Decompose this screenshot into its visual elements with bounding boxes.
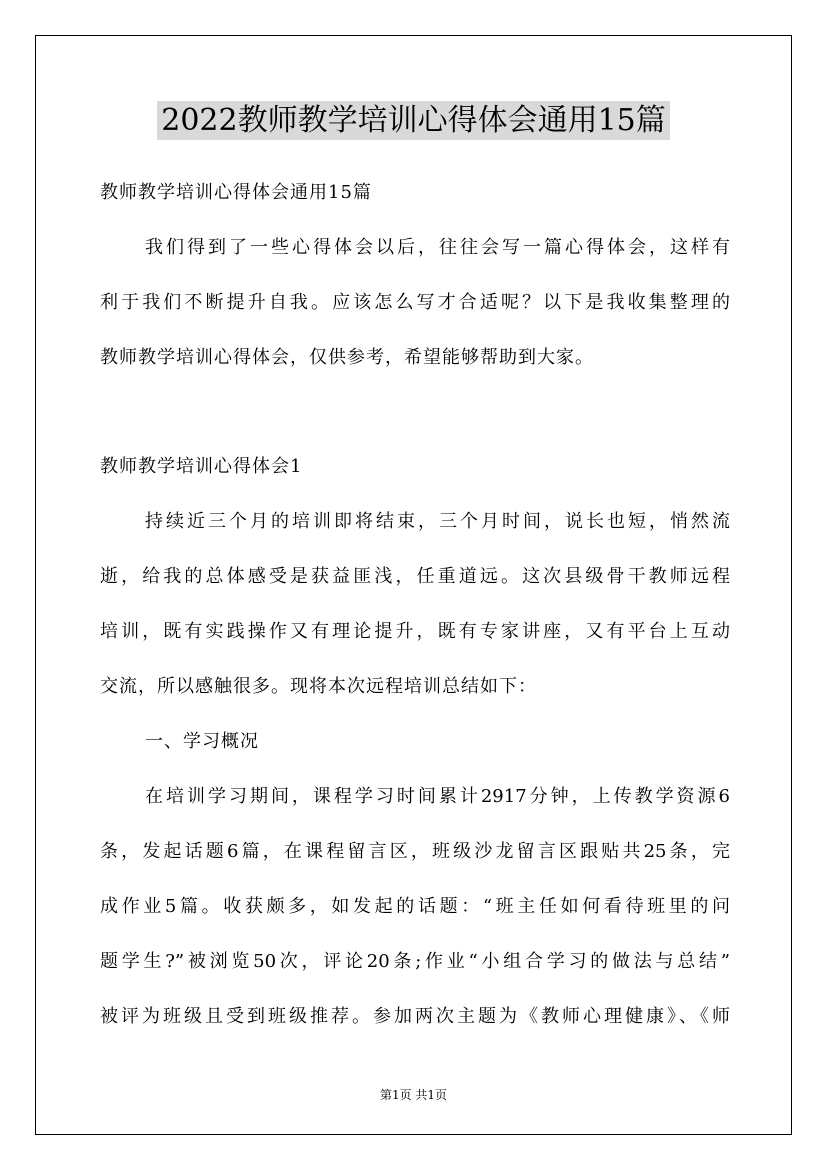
intro-line: 教师教学培训心得体会，仅供参考，希望能够帮助到大家。 <box>100 347 594 368</box>
paragraph-line: 成作业5篇。收获颇多，如发起的话题：“班主任如何看待班里的问 <box>100 896 730 917</box>
paragraph-line: 条，发起话题6篇，在课程留言区，班级沙龙留言区跟贴共25条，完 <box>100 841 730 862</box>
subheading: 一、学习概况 <box>145 731 259 752</box>
intro-line: 我们得到了一些心得体会以后，往往会写一篇心得体会，这样有 <box>145 237 730 258</box>
document-title: 2022教师教学培训心得体会通用15篇 <box>0 100 827 142</box>
paragraph-line: 培训，既有实践操作又有理论提升，既有专家讲座，又有平台上互动 <box>100 621 730 642</box>
document-subtitle: 教师教学培训心得体会通用15篇 <box>100 182 372 203</box>
page-number: 第1页 共1页 <box>379 1088 448 1102</box>
paragraph-line: 持续近三个月的培训即将结束，三个月时间，说长也短，悄然流 <box>145 511 730 532</box>
paragraph-line: 交流，所以感触很多。现将本次远程培训总结如下： <box>100 676 537 697</box>
paragraph-line: 被评为班级且受到班级推荐。参加两次主题为《教师心理健康》、《师 <box>100 1006 730 1027</box>
section-heading: 教师教学培训心得体会1 <box>100 456 303 477</box>
intro-line: 利于我们不断提升自我。应该怎么写才合适呢？以下是我收集整理的 <box>100 292 730 313</box>
paragraph-line: 题学生?”被浏览50次，评论20条;作业“小组合学习的做法与总结” <box>100 951 730 972</box>
paragraph-line: 在培训学习期间，课程学习时间累计2917分钟，上传教学资源6 <box>145 786 730 807</box>
paragraph-line: 逝，给我的总体感受是获益匪浅，任重道远。这次县级骨干教师远程 <box>100 566 730 587</box>
